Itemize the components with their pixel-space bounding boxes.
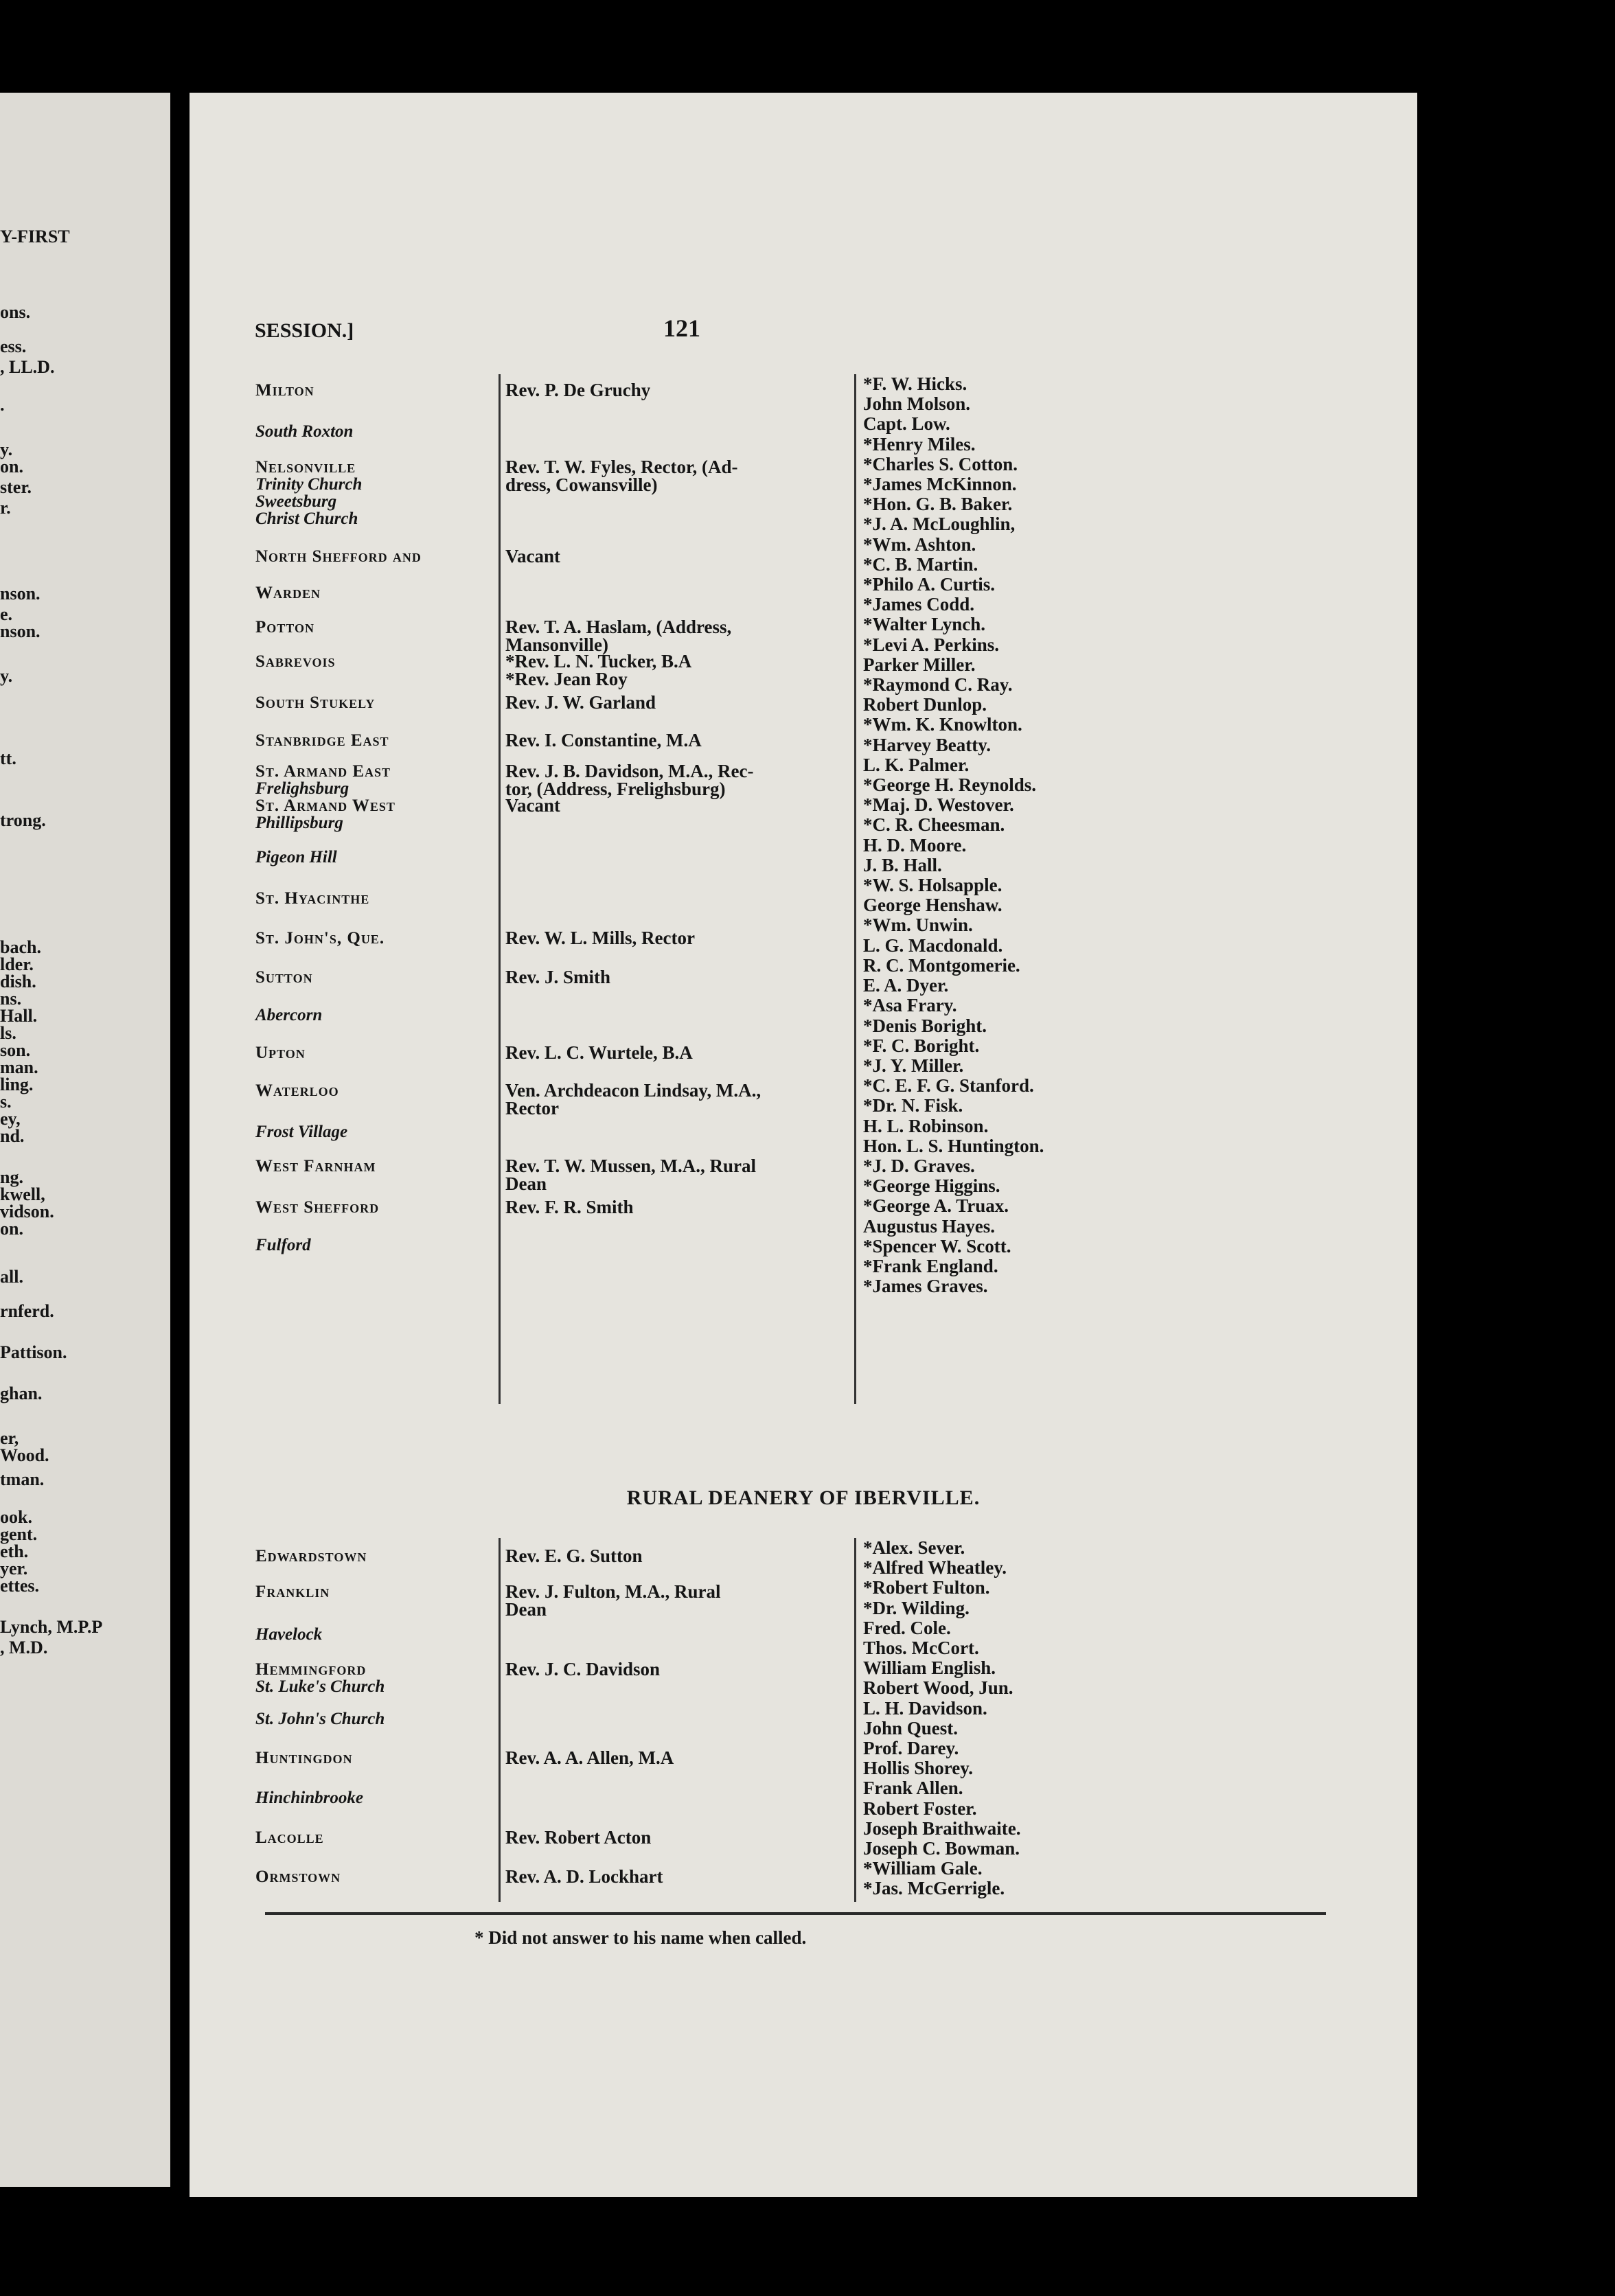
left-page-text: on.: [0, 457, 23, 477]
clergy-name: Rev. A. A. Allen, M.A: [505, 1747, 674, 1768]
lay-delegate-name: *George A. Truax.: [863, 1195, 1009, 1217]
lay-delegate-name: Joseph C. Bowman.: [863, 1838, 1020, 1859]
left-page-text: Hall.: [0, 1006, 38, 1026]
parish-name: St. John's, Que.: [255, 929, 385, 948]
lay-delegate-name: *C. R. Cheesman.: [863, 814, 1005, 836]
parish-name: Stanbridge East: [255, 731, 389, 750]
lay-delegate-name: Frank Allen.: [863, 1778, 963, 1799]
lay-delegate-name: George Henshaw.: [863, 895, 1003, 916]
lay-delegate-name: Hollis Shorey.: [863, 1758, 974, 1779]
clergy-name: Rev. E. G. Sutton: [505, 1546, 643, 1566]
parish-name: Upton: [255, 1044, 306, 1062]
page-number: 121: [663, 314, 700, 342]
bottom-rule: [265, 1912, 1326, 1915]
lay-delegate-name: *Wm. K. Knowlton.: [863, 714, 1022, 735]
left-page-text: ettes.: [0, 1576, 40, 1596]
clergy-name: Rev. L. C. Wurtele, B.A: [505, 1042, 693, 1063]
lay-delegate-name: *Charles S. Cotton.: [863, 453, 1018, 474]
parish-name: Phillipsburg: [255, 814, 343, 832]
parish-name: Hemmingford: [255, 1660, 367, 1679]
parish-name: North Shefford and: [255, 547, 422, 566]
column-divider-3: [499, 1538, 505, 1902]
session-header: SESSION.]: [255, 319, 354, 342]
clergy-name: Rev. W. L. Mills, Rector: [505, 928, 695, 948]
parish-name: Trinity Church: [255, 475, 363, 494]
left-page-text: Lynch, M.P.P: [0, 1617, 103, 1637]
lay-delegate-name: William English.: [863, 1657, 996, 1679]
lay-delegate-name: Prof. Darey.: [863, 1738, 959, 1759]
lay-delegate-name: *Henry Miles.: [863, 433, 976, 455]
parish-name: St. Armand East: [255, 762, 391, 781]
lay-delegate-name: *Spencer W. Scott.: [863, 1235, 1011, 1256]
column-divider-4: [854, 1538, 860, 1902]
left-page-text: lder.: [0, 954, 34, 974]
left-page-text: e.: [0, 604, 13, 624]
lay-delegate-name: *Walter Lynch.: [863, 614, 986, 635]
lay-delegate-name: *Jas. McGerrigle.: [863, 1878, 1005, 1899]
left-page-text: nson.: [0, 621, 41, 641]
lay-delegate-name: *J. A. McLoughlin,: [863, 514, 1016, 535]
lay-delegate-name: *William Gale.: [863, 1858, 983, 1879]
left-page-text: nd.: [0, 1126, 25, 1146]
left-page-text: ng.: [0, 1167, 23, 1187]
clergy-name: Rev. I. Constantine, M.A: [505, 730, 702, 750]
column-divider-2: [854, 374, 860, 1404]
clergy-name: *Rev. L. N. Tucker, B.A: [505, 651, 692, 671]
left-page-text: vidson.: [0, 1202, 54, 1221]
clergy-name: Rev. J. Fulton, M.A., Rural: [505, 1581, 721, 1602]
lay-delegate-name: *Levi A. Perkins.: [863, 634, 1000, 655]
parish-name: Nelsonville: [255, 458, 356, 477]
lay-delegate-name: John Molson.: [863, 393, 971, 415]
clergy-name: Ven. Archdeacon Lindsay, M.A.,: [505, 1080, 761, 1101]
lay-delegate-name: *James McKinnon.: [863, 474, 1017, 495]
lay-delegate-name: R. C. Montgomerie.: [863, 954, 1020, 976]
clergy-name: tor, (Address, Frelighsburg): [505, 779, 726, 799]
lay-delegate-name: *George Higgins.: [863, 1175, 1000, 1197]
section-title: RURAL DEANERY OF IBERVILLE.: [626, 1486, 981, 1509]
lay-delegate-name: *Maj. D. Westover.: [863, 794, 1014, 816]
lay-delegate-name: *Wm. Ashton.: [863, 533, 976, 555]
lay-delegate-name: *George H. Reynolds.: [863, 774, 1036, 796]
lay-delegate-name: *Wm. Unwin.: [863, 915, 973, 936]
parish-name: Hinchinbrooke: [255, 1789, 363, 1807]
lay-delegate-name: L. K. Palmer.: [863, 754, 970, 775]
parish-name: Havelock: [255, 1625, 323, 1644]
clergy-name: *Rev. Jean Roy: [505, 669, 628, 689]
lay-delegate-name: H. D. Moore.: [863, 834, 967, 856]
left-page-text: tt.: [0, 748, 16, 768]
lay-delegate-name: *Philo A. Curtis.: [863, 574, 996, 595]
lay-delegate-name: *Raymond C. Ray.: [863, 674, 1013, 696]
lay-delegate-name: *James Graves.: [863, 1276, 988, 1297]
lay-delegate-name: *Alex. Sever.: [863, 1537, 965, 1558]
parish-name: South Roxton: [255, 422, 354, 441]
clergy-name: Rev. T. W. Fyles, Rector, (Ad-: [505, 457, 738, 477]
lay-delegate-name: L. H. Davidson.: [863, 1697, 987, 1719]
parish-name: Sweetsburg: [255, 492, 337, 511]
parish-name: Warden: [255, 584, 321, 602]
left-page-text: nson.: [0, 584, 41, 604]
lay-delegate-name: L. G. Macdonald.: [863, 934, 1003, 956]
lay-delegate-name: Robert Wood, Jun.: [863, 1677, 1013, 1699]
lay-delegate-name: *F. C. Boright.: [863, 1035, 980, 1056]
clergy-name: Rev. T. A. Haslam, (Address,: [505, 617, 732, 637]
lay-delegate-name: *Frank England.: [863, 1255, 998, 1276]
parish-name: Fulford: [255, 1236, 311, 1254]
lay-delegate-name: *C. E. F. G. Stanford.: [863, 1075, 1034, 1097]
clergy-name: Rev. J. Smith: [505, 967, 611, 987]
lay-delegate-name: *James Codd.: [863, 594, 975, 615]
lay-delegate-name: *Denis Boright.: [863, 1015, 987, 1036]
clergy-name: Rev. F. R. Smith: [505, 1197, 634, 1217]
left-page-text: ess.: [0, 336, 27, 356]
left-page-text: dish.: [0, 972, 36, 991]
clergy-name: Rector: [505, 1098, 559, 1118]
left-page-text: s.: [0, 1092, 12, 1112]
left-page-text: kwell,: [0, 1184, 45, 1204]
clergy-name: Rev. P. De Gruchy: [505, 380, 651, 400]
parish-name: Christ Church: [255, 509, 358, 528]
lay-delegate-name: Augustus Hayes.: [863, 1215, 996, 1237]
lay-delegate-name: *Asa Frary.: [863, 995, 957, 1016]
left-page-text: on.: [0, 1219, 23, 1239]
left-page-text: trong.: [0, 810, 46, 830]
left-page-text: yer.: [0, 1559, 28, 1578]
parish-name: St. Armand West: [255, 796, 396, 815]
parish-name: Waterloo: [255, 1081, 339, 1100]
parish-name: Huntingdon: [255, 1749, 353, 1767]
left-page-text: tman.: [0, 1469, 45, 1489]
lay-delegate-name: J. B. Hall.: [863, 854, 942, 875]
lay-delegate-name: John Quest.: [863, 1717, 959, 1738]
clergy-name: dress, Cowansville): [505, 474, 658, 495]
parish-name: Sabrevois: [255, 652, 336, 671]
parish-name: Abercorn: [255, 1006, 323, 1024]
clergy-name: Rev. A. D. Lockhart: [505, 1866, 663, 1887]
column-divider-1: [499, 374, 505, 1404]
left-page-text: son.: [0, 1040, 31, 1060]
left-page-text: ster.: [0, 477, 32, 497]
clergy-name: Dean: [505, 1173, 547, 1194]
lay-delegate-name: *J. Y. Miller.: [863, 1055, 964, 1076]
parish-name: Sutton: [255, 968, 313, 987]
left-page-text: ook.: [0, 1507, 32, 1527]
lay-delegate-name: *F. W. Hicks.: [863, 374, 967, 394]
left-page-text: ons.: [0, 302, 31, 322]
lay-delegate-name: *W. S. Holsapple.: [863, 875, 1003, 896]
clergy-name: Rev. Robert Acton: [505, 1827, 652, 1848]
parish-name: St. John's Church: [255, 1710, 385, 1728]
left-page-text: ls.: [0, 1023, 16, 1043]
lay-delegates-list-2: [863, 1538, 1021, 1899]
left-page-text: , M.D.: [0, 1638, 48, 1657]
clergy-name: Rev. J. C. Davidson: [505, 1659, 661, 1679]
left-page-text: ghan.: [0, 1384, 43, 1403]
left-page-text: y.: [0, 439, 13, 459]
clergy-name: Vacant: [505, 546, 561, 566]
left-page-text: Pattison.: [0, 1342, 67, 1362]
left-page-text: rnferd.: [0, 1301, 54, 1321]
parish-name: West Shefford: [255, 1198, 380, 1217]
clergy-name: Vacant: [505, 795, 561, 816]
document-page: [190, 93, 1417, 2197]
left-page-text: ling.: [0, 1075, 34, 1094]
lay-delegate-name: H. L. Robinson.: [863, 1115, 989, 1136]
parish-name: South Stukely: [255, 693, 376, 712]
lay-delegate-name: Robert Dunlop.: [863, 694, 987, 715]
lay-delegate-name: Parker Miller.: [863, 654, 976, 675]
lay-delegate-name: *Dr. Wilding.: [863, 1597, 970, 1618]
left-page-text: all.: [0, 1267, 23, 1287]
parish-name: Potton: [255, 618, 314, 636]
clergy-name: Rev. T. W. Mussen, M.A., Rural: [505, 1156, 757, 1176]
lay-delegate-name: *Hon. G. B. Baker.: [863, 494, 1013, 515]
lay-delegate-name: Capt. Low.: [863, 413, 950, 435]
lay-delegate-name: Robert Foster.: [863, 1798, 977, 1819]
left-page-text: er,: [0, 1428, 19, 1448]
lay-delegate-name: Fred. Cole.: [863, 1617, 951, 1638]
left-page-text: bach.: [0, 937, 41, 957]
parish-name: St. Hyacinthe: [255, 889, 370, 908]
clergy-name: Rev. J. W. Garland: [505, 692, 656, 713]
parish-name: Lacolle: [255, 1828, 324, 1847]
left-page-text: Y-FIRST: [0, 227, 70, 246]
lay-delegate-name: *C. B. Martin.: [863, 553, 978, 575]
parish-name: Frost Village: [255, 1123, 348, 1141]
parish-name: St. Luke's Church: [255, 1677, 385, 1696]
parish-name: West Farnham: [255, 1157, 376, 1175]
parish-name: Milton: [255, 381, 314, 400]
lay-delegate-name: *J. D. Graves.: [863, 1155, 975, 1176]
clergy-name: Rev. J. B. Davidson, M.A., Rec-: [505, 761, 754, 781]
left-page-text: y.: [0, 666, 13, 686]
lay-delegate-name: *Dr. N. Fisk.: [863, 1095, 963, 1116]
footnote: * Did not answer to his name when called.: [474, 1927, 807, 1948]
left-page-text: r.: [0, 498, 11, 518]
left-page-text: ey,: [0, 1109, 21, 1129]
left-page-text: Wood.: [0, 1445, 49, 1465]
parish-name: Ormstown: [255, 1868, 341, 1886]
clergy-name: Mansonville): [505, 634, 609, 655]
lay-delegates-list-1: [863, 374, 1044, 1296]
parish-name: Pigeon Hill: [255, 848, 337, 866]
lay-delegate-name: Joseph Braithwaite.: [863, 1817, 1021, 1839]
left-page-text: ns.: [0, 989, 22, 1009]
lay-delegate-name: *Harvey Beatty.: [863, 734, 991, 755]
lay-delegate-name: *Alfred Wheatley.: [863, 1557, 1007, 1578]
lay-delegate-name: Thos. McCort.: [863, 1638, 979, 1659]
parish-name: Franklin: [255, 1583, 330, 1601]
clergy-name: Dean: [505, 1599, 547, 1620]
left-page-fragment: [0, 93, 170, 2187]
left-page-text: gent.: [0, 1524, 38, 1544]
left-page-text: man.: [0, 1057, 38, 1077]
parish-name: Frelighsburg: [255, 779, 350, 798]
parish-name: Edwardstown: [255, 1547, 367, 1565]
lay-delegate-name: Hon. L. S. Huntington.: [863, 1135, 1044, 1156]
left-page-text: eth.: [0, 1541, 29, 1561]
lay-delegate-name: *Robert Fulton.: [863, 1577, 990, 1598]
lay-delegate-name: E. A. Dyer.: [863, 975, 949, 996]
left-page-text: .: [0, 395, 5, 415]
left-page-text: , LL.D.: [0, 357, 55, 377]
